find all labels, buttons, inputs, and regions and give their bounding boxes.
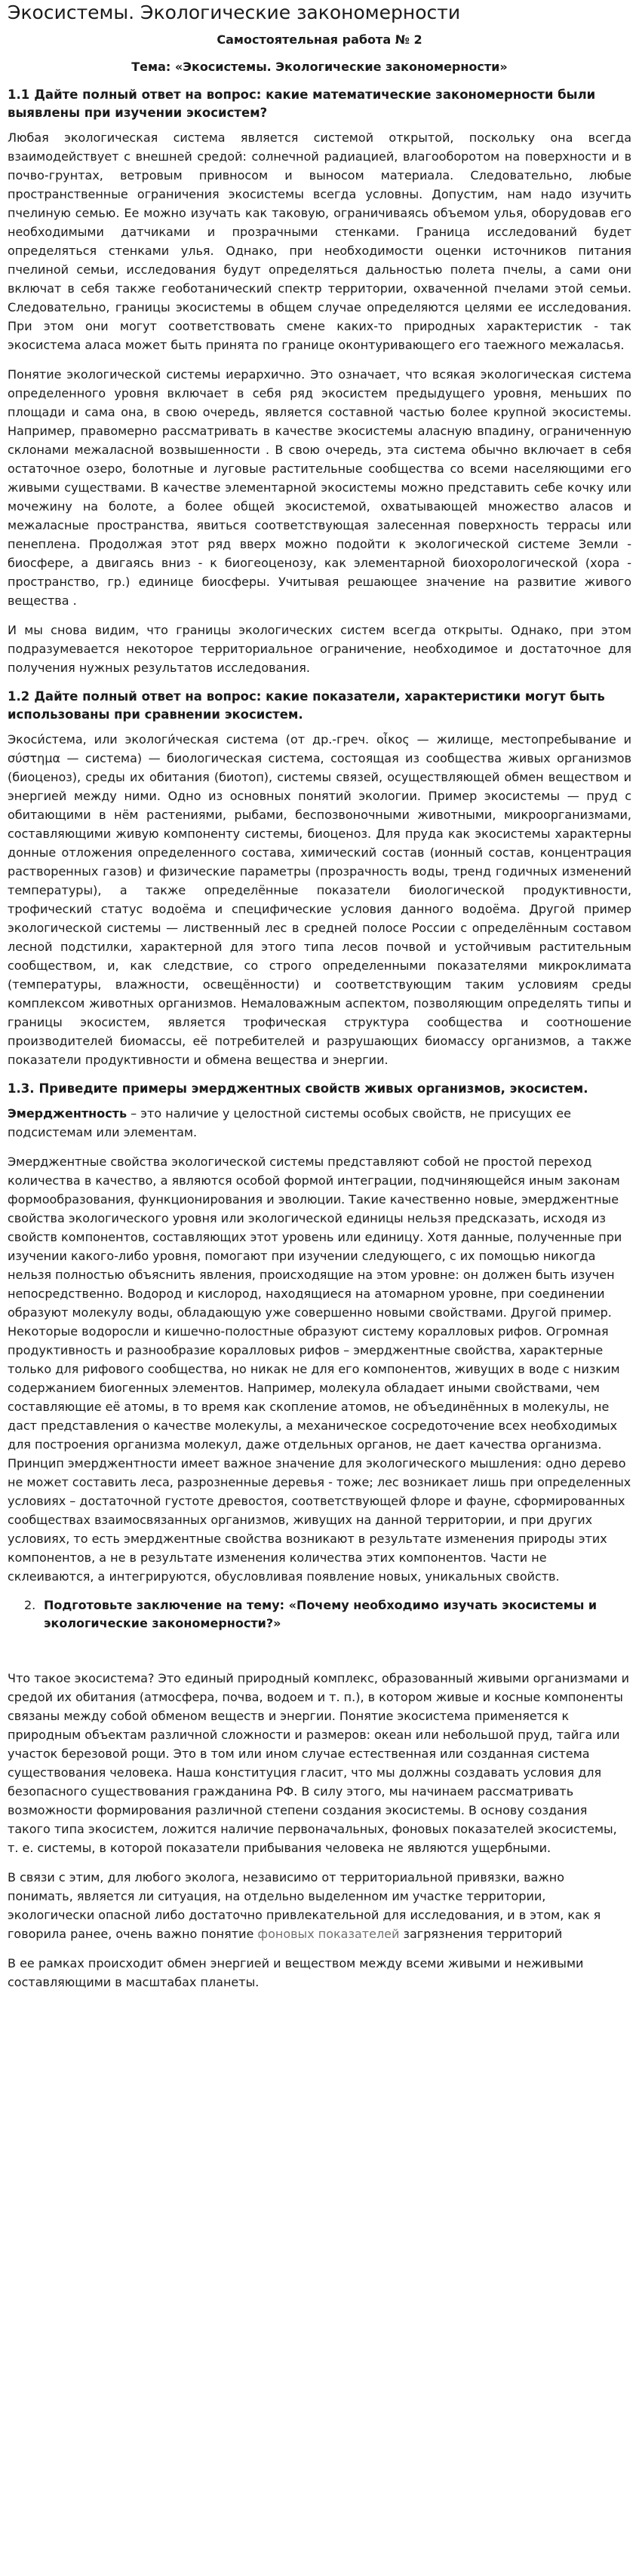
question-2-heading: [24, 1596, 631, 1633]
answer-1-1-paragraph-1: Любая экологическая система является системой открытой, поскольку она всегда взаимодействует с внешней средой: солнечной радиацией, влагооборотом на поверхности и в почво-грунтах, ветровым привносом и выносом материала. Следовательно, любые пространственные ограничения экосистемы всегда условны. Допустим, нам надо изучить пчелиную семью. Ее можно изучать как таковую, ограничиваясь объемом улья, оборудовав его необходимыми датчиками и прозрачными стенками. Граница исследований будет определяться стенками улья. Однако, при необходимости оценки источников питания пчелиной семьи, исследования будут определяться дальностью полета пчелы, а сами они включат в себя также геоботанический спектр территории, охваченной пчелами этой семьи. Следовательно, границы экосистемы в общем случае определяются целями ее исследования. При этом они могут соответствовать смене каких-то природных характеристик - так экосистема аласа может быть принята по границе оконтуривающего его таежного межаласья.: [8, 130, 631, 352]
conclusion-paragraph-1: Что такое экосистема? Это единый природный комплекс, образованный живыми организмами и средой их обитания (атмосфера, почва, водоем и т. п.), в котором живые и косные компоненты связаны между собой обменом веществ и энергии. Понятие экосистема применяется к природным объектам различной сложности и размеров: океан или небольшой пруд, тайга или участок березовой рощи. Это в том или ином случае естественная или созданная система существования человека. Наша конституция гласит, что мы должны создавать условия для безопасного существования гражданина РФ. В силу этого, мы начинаем рассматривать возможности формирования различной степени создания экосистемы. В основу создания такого типа экосистем, ложится наличие первоначальных, фоновых показателей экосистемы, т. е. системы, в которой показатели прибывания человека не являются ущербными.: [8, 1671, 630, 1855]
question-number: 2.: [24, 1598, 36, 1612]
question-text: Приведите примеры эмерджентных свойств живых организмов, экосистем.: [38, 1081, 588, 1096]
emergence-definition-text: – это наличие у целостной системы особых свойств, не присущих ее подсистемам или элементам.: [8, 1106, 571, 1139]
emergence-definition: [8, 1104, 631, 1142]
question-number: 1.3.: [8, 1081, 35, 1096]
answer-1-3-paragraph-1: Эмерджентные свойства экологической системы представляют собой не простой переход количества в качество, а являются особой формой интеграции, подчиняющейся иным законам формообразования, функционирования и эволюции. Такие качественно новые, эмерджентные свойства экологического уровня или экологической единицы нельзя предсказать, исходя из свойств компонентов, составляющих этот уровень или единицу. Хотя данные, полученные при изучении какого-либо уровня, помогают при изучении следующего, с их помощью никогда нельзя полностью объяснить явления, происходящие на этом уровне: он должен быть изучен непосредственно. Водород и кислород, находящиеся на атомарном уровне, при соединении образуют молекулу воды, обладающую уже совершенно новыми свойствами. Другой пример. Некоторые водоросли и кишечно-полостные образуют систему коралловых рифов. Огромная продуктивность и разнообразие коралловых рифов – эмерджентные свойства, характерные только для рифового сообщества, но никак не для его компонентов, живущих в воде с низким содержанием биогенных элементов. Например, молекула обладает иными свойствами, чем составляющие её атомы, в то время как скопление атомов, не объединённых в молекулы, не даст представления о качестве молекулы, а механическое сосредоточение всех необходимых для построения организма молекул, даже отдельных органов, не дает качества организма. Принцип эмерджентности имеет важное значение для экологического мышления: одно дерево не может составить леса, разрозненные деревья - тоже; лес возникает лишь при определенных условиях – достаточной густоте древостоя, соответствующей флоре и фауне, сформированных сообществах взаимосвязанных организмов, живущих на данной территории, и при других условиях, то есть эмерджентные свойства возникают в результате изменения природы этих компонентов, а не в результате изменения количества этих компонентов. Части не склеиваются, а интегрируются, обусловливая появление новых, уникальных свойств.: [8, 1155, 631, 1584]
topic-label: Тема: «Экосистемы. Экологические закономерности»: [131, 60, 508, 74]
question-text: Дайте полный ответ на вопрос: какие показатели, характеристики могут быть использованы при сравнении экосистем.: [8, 689, 605, 722]
document-title: Экосистемы. Экологические закономерности: [8, 2, 461, 23]
answer-1-2-paragraph-1: Экоси́стема, или экологи́ческая система (от др.-греч. οἶκος — жилище, местопребывание и σύστημα — система) — биологическая система, состоящая из сообщества живых организмов (биоценоз), среды их обитания (биотоп), системы связей, осуществляющей обмен веществом и энергией между ними. Одно из основных понятий экологии. Пример экосистемы — пруд с обитающими в нём растениями, рыбами, беспозвоночными животными, микроорганизмами, составляющими живую компоненту системы, биоценоз. Для пруда как экосистемы характерны донные отложения определенного состава, химический состав (ионный состав, концентрация растворенных газов) и физические параметры (прозрачность воды, тренд годичных изменений температуры), а также определённые показатели биологической продуктивности, трофический статус водоёма и специфические условия данного водоёма. Другой пример экологической системы — лиственный лес в средней полосе России с определённым составом лесной подстилки, характерной для этого типа лесов почвой и устойчивым растительным сообществом, и, как следствие, со строго определенными показателями микроклимата (температуры, влажности, освещённости) и соответствующим таким условиям среды комплексом животных организмов. Немаловажным аспектом, позволяющим определять типы и границы экосистем, является трофическая структура сообщества и соотношение производителей биомассы, её потребителей и разрушающих биомассу организмов, а также показатели продуктивности и обмена вещества и энергии.: [8, 732, 631, 1067]
work-label: Самостоятельная работа № 2: [217, 32, 422, 47]
question-1-1-heading: [8, 86, 631, 122]
document-page: [0, 2, 639, 1992]
emergence-term: Эмерджентность: [8, 1106, 127, 1121]
question-text: Дайте полный ответ на вопрос: какие математические закономерности были выявлены при изучении экосистем?: [8, 87, 596, 120]
answer-1-1-paragraph-3: И мы снова видим, что границы экологических систем всегда открыты. Однако, при этом подразумевается некоторое территориальное ограничение, необходимое и достаточное для получения нужных результатов исследования.: [8, 623, 631, 675]
question-text: Подготовьте заключение на тему: «Почему необходимо изучать экосистемы и экологические закономерности?»: [44, 1598, 598, 1630]
conclusion-paragraph-2: [8, 1868, 631, 1943]
question-number: 1.1: [8, 87, 30, 102]
conclusion-paragraph-3: В ее рамках происходит обмен энергией и веществом между всеми живыми и неживыми составляющими в масштабах планеты.: [8, 1956, 584, 1989]
question-1-2-heading: [8, 688, 631, 724]
question-1-3-heading: [8, 1080, 631, 1098]
background-indicators-link[interactable]: фоновых показателей: [257, 1927, 400, 1941]
question-number: 1.2: [8, 689, 30, 704]
conclusion-paragraph-2-start: В связи с этим, для любого эколога, независимо от территориальной привязки, важно понимать, является ли ситуация, на отдельно выделенном им участке территории, экологически опасной либо достаточно привлекательной для исследования, и в этом, как я говорила ранее, очень важно понятие: [8, 1870, 601, 1941]
conclusion-paragraph-2-end: загрязнения территорий: [399, 1927, 563, 1941]
answer-1-1-paragraph-2: Понятие экологической системы иерархично. Это означает, что всякая экологическая система определенного уровня включает в себя ряд экосистем предыдущего уровня, меньших по площади и сама она, в свою очередь, является составной частью более крупной экосистемы. Например, правомерно рассматривать в качестве экосистемы аласную впадину, ограниченную склонами межаласной возвышенности . В свою очередь, эта система обычно включает в себя остаточное озеро, болотные и луговые растительные сообщества со всеми населяющими его живыми существами. В качестве элементарной экосистемы можно представить себе кочку или мочежину на болоте, а более общей экосистемой, охватывающей множество аласов и межаласные пространства, явиться соответствующая залесенная поверхность террасы или пенеплена. Продолжая этот ряд вверх можно подойти к экологической системе Земли - биосфере, а двигаясь вниз - к биогеоценозу, как элементарной биохорологической (хора - пространство, гр.) единице биосферы. Учитывая решающее значение на развитие живого вещества .: [8, 367, 631, 608]
